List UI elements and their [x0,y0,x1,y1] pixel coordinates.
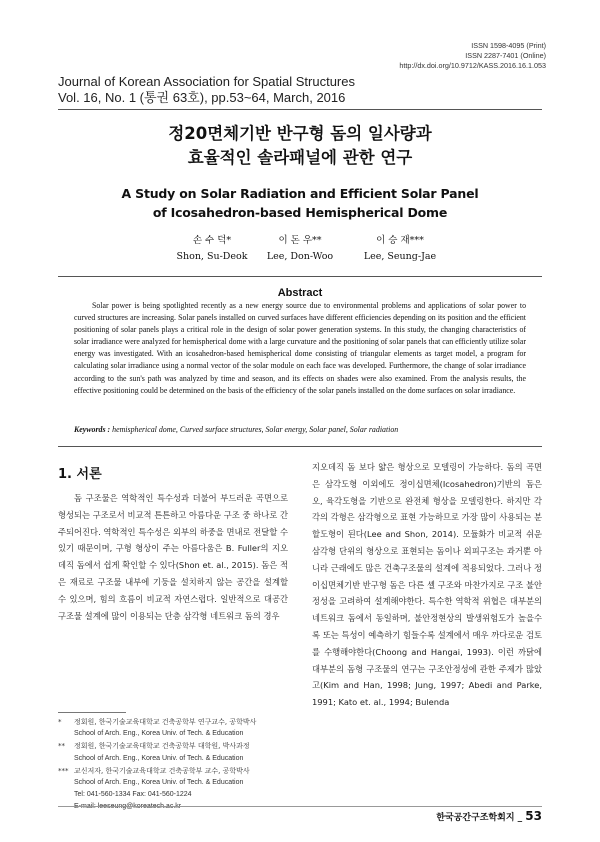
author-3-korean: 이 승 재*** [376,235,424,246]
footnote-3-affiliation-en: School of Arch. Eng., Korea Univ. of Tech. & Education [74,779,244,787]
intro-paragraph-right: 지오데직 돔 보다 얇은 형상으로 모델링이 가능하다. 돔의 곡면은 삼각도형 이외에도 정이십면체(Icosahedron)기반의 돔은 오, 육각도형을 기반으로 완전체 형상을 모델링한다. 하지만 각각의 각형은 삼각형으로 표현 가능하므로 가장 많이 사용되는 분할도형이 된다(Lee and Shon, 2014). 모듈화가 비교적 쉬운 삼각형 단위의 형상으로 표현되는 돔이나 외피구조는 과거뿐 아니라 근래에도 많은 건축구조물의 설계에 적용되었다. 그러나 정이십면체기반 반구형 돔은 다른 셸 구조와 마찬가지로 구조 불안정성을 고려하여 설계해야한다. 특수한 역학적 위협은 대부분의 네트워크 돔에서 동일하며, 불안정현상의 발생위험도가 높을수록 또는 특성이 예측하기 힘들수록 설계에서 매우 까다로운 검토를 수행해야한다(Choong and Hangai, 1993). 이런 까닭에 대부분의 돔형 구조물의 연구는 구조안정성에 관한 주제가 많았고(Kim and Han, 1998; Jung, 1997; Abedi and Parke, 1991; Kato et. al., 1994; Bulenda [312,462,542,708]
intro-column-right [312,459,542,711]
page-number: 53 [525,809,542,823]
title-english-line1: A Study on Solar Radiation and Efficient Solar Panel [121,186,479,201]
title-english-line2: of Icosahedron-based Hemispherical Dome [152,205,448,220]
author-3-english: Lee, Seung-Jae [363,251,437,262]
footnote-2 [58,740,288,764]
section-heading-introduction: 1. 서론 [58,467,102,482]
footnote-3-phone: Tel: 041-560-1334 Fax: 041-560-1224 [74,791,192,799]
issn-online: ISSN 2287-7401 (Online) [465,51,546,60]
footnote-3-affiliation-ko: 교신저자, 한국기술교육대학교 건축공학부 교수, 공학박사 [74,766,250,775]
title-korean-line1: 정20면체기반 반구형 돔의 일사량과 [168,124,432,143]
keywords-divider [58,446,542,447]
header-divider [58,109,542,110]
footnote-2-affiliation-ko: 정회원, 한국기술교육대학교 건축공학부 대학원, 박사과정 [74,742,250,751]
footer-divider [58,806,542,807]
footnote-1-affiliation-en: School of Arch. Eng., Korea Univ. of Tech. & Education [74,730,244,738]
journal-name: Journal of Korean Association for Spatial Structures [58,74,355,89]
volume-info: Vol. 16, No. 1 (통권 63호), pp.53~64, March, 2016 [58,90,346,105]
issn-block [399,41,546,71]
footnote-divider [58,712,126,713]
title-korean-line2: 효율적인 솔라패널에 관한 연구 [187,148,413,167]
keywords-label: Keywords : [74,425,111,434]
author-1-english: Shon, Su-Deok [176,251,248,262]
issn-print: ISSN 1598-4095 (Print) [471,41,546,50]
intro-paragraph-left: 돔 구조물은 역학적인 특수성과 더불어 부드러운 곡면으로 형성되는 구조로서 비교적 튼튼하고 아름다운 구조 중 하나로 간주되어진다. 역학적인 특수성은 외부의 하중을 면내로 전달할 수 있기 때문이며, 구형 형상이 주는 아름다움은 B. Fuller의 지오데직 돔에서 쉽게 확인할 수 있다(Shon et. al., 2015). 돔은 적은 재료로 구조물 내부에 기둥을 설치하지 않는 공간을 설계할 수 있으며, 힘의 흐름이 비교적 자연스럽다. 일반적으로 대공간 구조물 설계에 많이 이용되는 단층 삼각형 네트워크 돔의 경우 [58,493,288,621]
page-footer [436,809,542,823]
journal-header [58,74,355,106]
footnote-1 [58,716,288,740]
footnote-2-mark: ** [58,742,65,751]
footnotes [58,716,288,814]
intro-column-left [58,490,288,624]
doi-link[interactable]: http://dx.doi.org/10.9712/KASS.2016.16.1.053 [399,61,546,70]
abstract-top-divider [58,276,542,277]
footnote-3-email[interactable]: E-mail: leeseung@koreatech.ac.kr [74,803,182,811]
keywords [74,425,526,434]
footnote-1-mark: * [58,718,62,726]
keywords-text: hemispherical dome, Curved surface structures, Solar energy, Solar panel, Solar radiation [112,425,399,434]
footnote-2-affiliation-en: School of Arch. Eng., Korea Univ. of Tech. & Education [74,754,244,762]
author-2-english: Lee, Don-Woo [266,251,334,262]
abstract-text: Solar power is being spotlighted recently as a new energy source due to environmental problems and applications of solar power to curved structures are increasing. Solar panels installed on curved surfaces have different efficiencies depending on its position and the efficient positioning of solar panels plays a critical role in the design of solar power generation systems. In this study, the changing characteristics of solar irradiance were analyzed for hemispherical dome with a large curvature and the positioning of solar panels that can efficiently utilize solar energy was investigated. With an icosahedron-based hemispherical dome consisting of triangular elements as target model, a program for calculating solar irradiance using a normal vector of the solar module on each face was developed. Furthermore, the change of solar irradiance according to the sun's path was analyzed by time and season, and its effects on shades were also examined. From the analysis results, the effective positioning could be determined on the basis of the efficiency of the solar panels installed on the dome surfaces on solar irradiance. [74,301,526,395]
abstract-heading: Abstract [277,287,323,299]
footer-journal-name: 한국공간구조학회지 _ [436,813,523,823]
author-2 [245,233,355,265]
footnote-1-affiliation-ko: 정회원, 한국기술교육대학교 건축공학부 연구교수, 공학박사 [74,718,257,726]
author-1-korean: 손 수 덕* [192,235,232,246]
author-2-korean: 이 돈 우** [278,235,322,246]
footnote-3-mark: *** [58,766,69,775]
author-3 [345,233,455,265]
